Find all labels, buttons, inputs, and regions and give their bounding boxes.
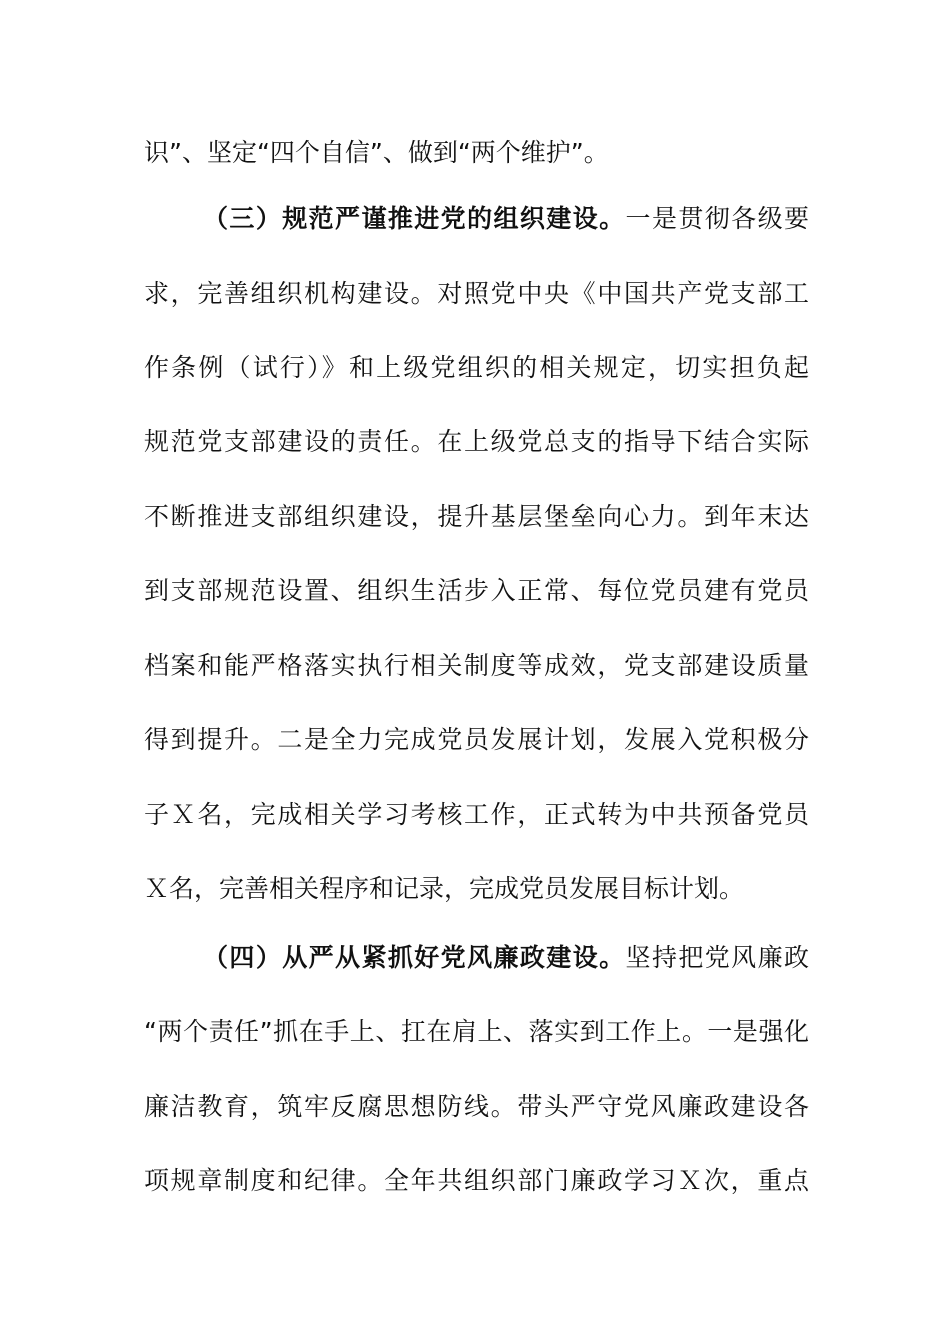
text-line-3: 求，完善组织机构建设。对照党中央《中国共产党支部工 — [144, 279, 809, 308]
text-line-6: 不断推进支部组织建设，提升基层堡垒向心力。到年末达 — [144, 502, 809, 531]
text-line-9: 得到提升。二是全力完成党员发展计划，发展入党积极分 — [144, 725, 809, 754]
section-4-intro: 坚持把党风廉政 — [625, 943, 809, 972]
section-3-heading: （三）规范严谨推进党的组织建设。 — [203, 204, 626, 233]
text-line-1: 识”、坚定“四个自信”、做到“两个维护”。 — [144, 138, 609, 167]
text-line-7: 到支部规范设置、组织生活步入正常、每位党员建有党员 — [144, 576, 809, 605]
section-3-heading-line — [203, 199, 809, 239]
text-line-4: 作条例（试行）》和上级党组织的相关规定，切实担负起 — [144, 353, 809, 382]
text-line-11: Ｘ名，完善相关程序和记录，完成党员发展目标计划。 — [144, 874, 745, 903]
section-4-heading: （四）从严从紧抓好党风廉政建设。 — [203, 943, 626, 972]
text-line-15: 项规章制度和纪律。全年共组织部门廉政学习Ｘ次，重点 — [144, 1166, 809, 1195]
text-line-8: 档案和能严格落实执行相关制度等成效，党支部建设质量 — [144, 651, 809, 680]
section-3-intro: 一是贯彻各级要 — [625, 204, 809, 233]
text-line-5: 规范党支部建设的责任。在上级党总支的指导下结合实际 — [144, 427, 809, 456]
text-line-10: 子Ｘ名，完成相关学习考核工作，正式转为中共预备党员 — [144, 800, 809, 829]
text-line-14: 廉洁教育，筑牢反腐思想防线。带头严守党风廉政建设各 — [144, 1092, 809, 1121]
text-line-13: “两个责任”抓在手上、扛在肩上、落实到工作上。一是强化 — [144, 1017, 809, 1046]
section-4-heading-line — [203, 938, 809, 978]
